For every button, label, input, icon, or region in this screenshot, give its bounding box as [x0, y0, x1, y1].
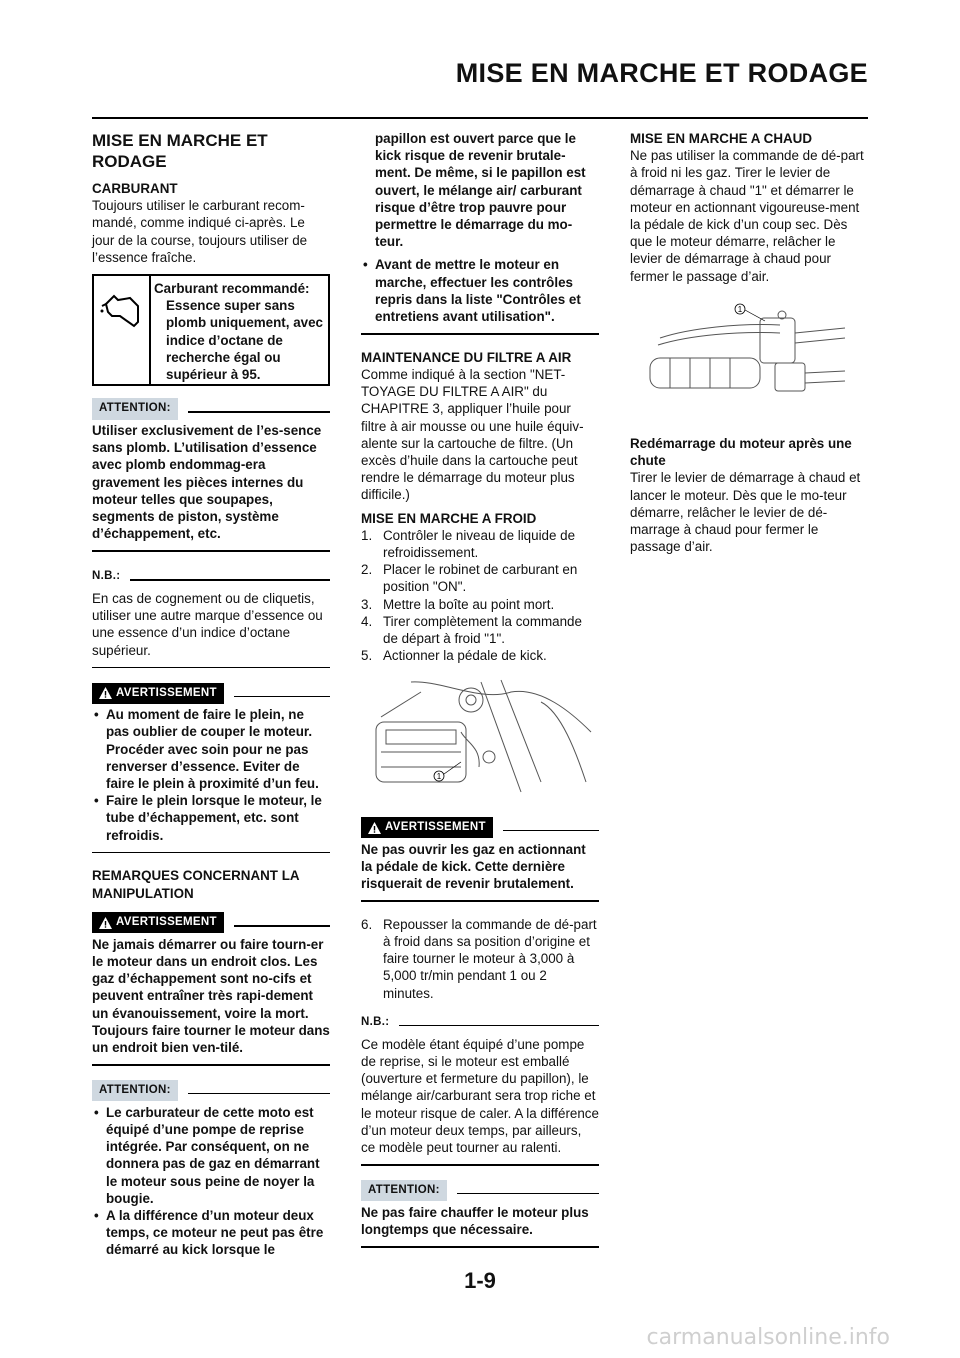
step-6 [361, 916, 599, 1002]
list-item: 3. Mettre la boîte au point mort. [361, 596, 555, 612]
attention-text: Ne pas faire chauffer le moteur plus longtemps que nécessaire. [361, 1204, 589, 1237]
chaud-text: Ne pas utiliser la commande de dé-part à froid ni les gaz. Tirer le levier de démarrage à chaud "1" et démarrer le moteur en actionnant vigoureuse-ment la pédale de kick d’un coup sec. Dès que le moteur démarre, relâcher le levier de démarrage à chaud pour fermer le passage d’air. [630, 148, 864, 284]
watermark: carmanualsonline.info [646, 1325, 890, 1350]
list-item: • A la différence d’un moteur deux temps, ce moteur ne peut pas être démarré au kick lorsque le [92, 1207, 330, 1259]
attention-text: Utiliser exclusivement de l’es-sence sans plomb. L’utilisation d’essence avec plomb endommag-era gravement les pièces internes du moteur telles que soupapes, segments de piston, système d’échappement, etc. [92, 423, 322, 542]
section-title: MISE EN MARCHE ET RODAGE [92, 131, 268, 171]
froid-steps [361, 527, 599, 665]
list-item: 1. Contrôler le niveau de liquide de refroidissement. [361, 527, 576, 560]
attention-list [92, 1104, 330, 1259]
hot-start-lever-figure [630, 303, 868, 417]
nb-text: Ce modèle étant équipé d’une pompe de reprise, si le moteur est emballé (ouverture et fermeture du papillon), le mélange air/carburant sera trop riche et le moteur risque de caler. A la différence d’un moteur deux temps, par ailleurs, ce modèle peut tourner au ralenti. [361, 1036, 599, 1155]
attention-notice [361, 1180, 599, 1202]
redemarrage-text: Tirer le levier de démarrage à chaud et lancer le moteur. Dès que le mo-teur démarre, relâcher le levier de dé-marrage à chaud pour fermer le passage d’air. [630, 470, 861, 555]
list-item: • Le carburateur de cette moto est équipé d’une pompe de reprise intégrée. Par conséquent, on ne donnera pas de gaz en démarrant le moteur sous peine de noyer la bougie. [92, 1104, 330, 1207]
nb-label: N.B.: [361, 1016, 390, 1029]
warning-text: Ne jamais démarrer ou faire tourn-er le moteur dans un endroit clos. Les gaz d’échappement sont no-cifs et peuvent entraîner très rapi-dement un évanouissement, voire la mort. Toujours faire tourner le moteur dans un endroit bien ven-tilé. [92, 936, 330, 1055]
warning-list [92, 706, 330, 844]
nb-label: N.B.: [92, 570, 121, 583]
filtre-heading: MAINTENANCE DU FILTRE A AIR [361, 349, 572, 365]
warning-triangle-icon [368, 822, 381, 834]
warning-triangle-icon [99, 687, 112, 699]
warning-text: Ne pas ouvrir les gaz en actionnant la pédale de kick. Cette dernière risquerait de revenir brutalement. [361, 841, 586, 891]
page-number: 1-9 [464, 1268, 496, 1293]
nb-notice [92, 566, 330, 588]
warning-triangle-icon [99, 917, 112, 929]
carburant-text: Toujours utiliser le carburant recom-mandé, comme indiqué ci-après. Le jour de la course, toujours utiliser de l’essence fraîche. [92, 198, 308, 265]
nb-notice [361, 1012, 599, 1034]
column-1 [92, 130, 330, 1259]
fuel-box-line2: Essence super sans plomb uniquement, avec indice d’octane de recherche égal ou supérieur à 95. [166, 298, 323, 383]
figure-callout: 1 [436, 772, 442, 782]
fuel-can-icon [94, 276, 151, 384]
list-item: 5. Actionner la pédale de kick. [361, 648, 547, 664]
attention-label: ATTENTION: [92, 1080, 178, 1101]
warning-label: AVERTISSEMENT [92, 683, 224, 704]
froid-heading: MISE EN MARCHE A FROID [361, 510, 537, 526]
column-3 [630, 130, 868, 561]
figure-callout: 1 [737, 304, 743, 314]
list-item: 2. Placer le robinet de carburant en position "ON". [361, 562, 578, 595]
warning-label: AVERTISSEMENT [92, 912, 224, 933]
header-rule [92, 117, 868, 119]
chaud-heading: MISE EN MARCHE A CHAUD [630, 131, 813, 146]
continued-list [361, 256, 599, 325]
warning-label: AVERTISSEMENT [361, 817, 493, 838]
list-item: 4. Tirer complètement la commande de départ à froid "1". [361, 613, 582, 646]
redemarrage-heading: Redémarrage du moteur après une chute [630, 436, 852, 469]
page-header-title: MISE EN MARCHE ET RODAGE [455, 58, 868, 88]
list-item: • Au moment de faire le plein, ne pas oublier de couper le moteur. Procéder avec soin pour ne pas renverser d’essence. Eviter de faire le plein à proximité d’un feu. [92, 706, 330, 792]
fuel-recommendation-box [92, 274, 330, 386]
attention-notice [92, 1080, 330, 1102]
warning-notice [361, 817, 599, 839]
continued-text: papillon est ouvert parce que le kick risque de revenir brutale-ment. De même, si le papillon est ouvert, le mélange air/ carburant risque d’être trop pauvre pour permettre le démarrage du mo-teur. [375, 131, 586, 250]
engine-cold-start-figure [361, 672, 599, 806]
fuel-box-line1: Carburant recommandé: [154, 281, 310, 297]
remarques-heading: REMARQUES CONCERNANT LA MANIPULATION [92, 868, 300, 901]
carburant-heading: CARBURANT [92, 181, 178, 196]
warning-notice [92, 912, 330, 934]
nb-text: En cas de cognement ou de cliquetis, utiliser une autre marque d’essence ou une essence d’un indice d’octane supérieur. [92, 590, 323, 658]
filtre-text: Comme indiqué à la section "NET-TOYAGE DU FILTRE A AIR" du CHAPITRE 3, appliquer l’huile pour filtre à air mousse ou une huile équiv-alente sur la cartouche de filtre. (Un excès d’huile dans la cartouche peut rendre le démarrage du moteur plus difficile.) [361, 366, 584, 503]
fuel-box-text [154, 280, 324, 383]
attention-label: ATTENTION: [92, 398, 178, 419]
column-2 [361, 130, 599, 1262]
list-item: • Faire le plein lorsque le moteur, le tube d’échappement, etc. sont refroidis. [92, 792, 330, 844]
attention-notice [92, 398, 330, 420]
warning-notice [92, 682, 330, 704]
list-item: 6. Repousser la commande de dé-part à froid dans sa position d’origine et faire tourner le moteur à 3,000 à 5,000 tr/min pendant 1 ou 2 minutes. [361, 916, 597, 1001]
list-item: • Avant de mettre le moteur en marche, effectuer les contrôles repris dans la liste "Contrôles et entretiens avant utilisation". [361, 256, 599, 325]
attention-label: ATTENTION: [361, 1180, 447, 1201]
